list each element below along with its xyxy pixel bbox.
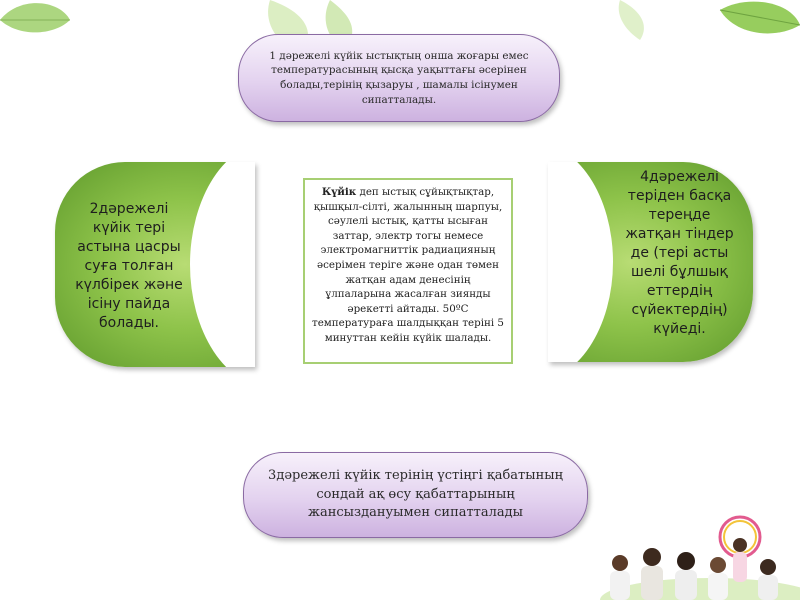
- burn-term: Күйік: [321, 186, 357, 198]
- child-icon: [733, 538, 747, 582]
- degree-1-text: 1 дәрежелі күйік ыстықтың онша жоғары емес температурасының қысқа уақыттағы әсерінен болады,терінің қызаруы , шамалы ісінумен сипатталады.: [269, 49, 529, 106]
- person-icon-5: [758, 559, 778, 600]
- leaf-icon-left: [0, 3, 70, 32]
- person-icon-1: [610, 555, 630, 600]
- degree-2-panel: [55, 162, 255, 367]
- leaf-icon-right: [619, 0, 800, 40]
- degree-4-panel: [548, 162, 753, 362]
- degree-1-bubble: [238, 34, 560, 122]
- burn-definition-box: [303, 178, 513, 364]
- family-picture: [590, 505, 800, 600]
- burn-definition-text: деп ыстық сұйықтықтар, қышқыл-сілті, жалынның шарпуы, сәулелі ыстық, қатты ысыған заттар, электр тогы немесе электромагниттік радиацияның әсерімен теріге және одан төмен жатқан адам денесінің ұлпаларына жасалған зиянды әрекетті айтады. 50ºC температураға шалдыққан теріні 5 минуттан кейін күйік шалады.: [312, 186, 504, 344]
- degree-4-text: 4дәрежелі теріден басқа тереңде жатқан тіндер де (тері асты шелі бұлшық еттердің сүйектердің) күйеді.: [625, 169, 734, 337]
- person-icon-4: [708, 557, 728, 600]
- degree-3-text: 3дәрежелі күйік терінің үстіңгі қабатының сондай ақ өсу қабаттарының жансыздануымен сипатталады: [268, 468, 563, 521]
- person-icon-2: [641, 548, 663, 600]
- degree-2-text: 2дәрежелі күйік тері астына цасры суға толған күлбірек және ісіну пайда болады.: [75, 201, 183, 331]
- degree-3-bubble: [243, 452, 588, 538]
- person-icon-3: [675, 552, 697, 600]
